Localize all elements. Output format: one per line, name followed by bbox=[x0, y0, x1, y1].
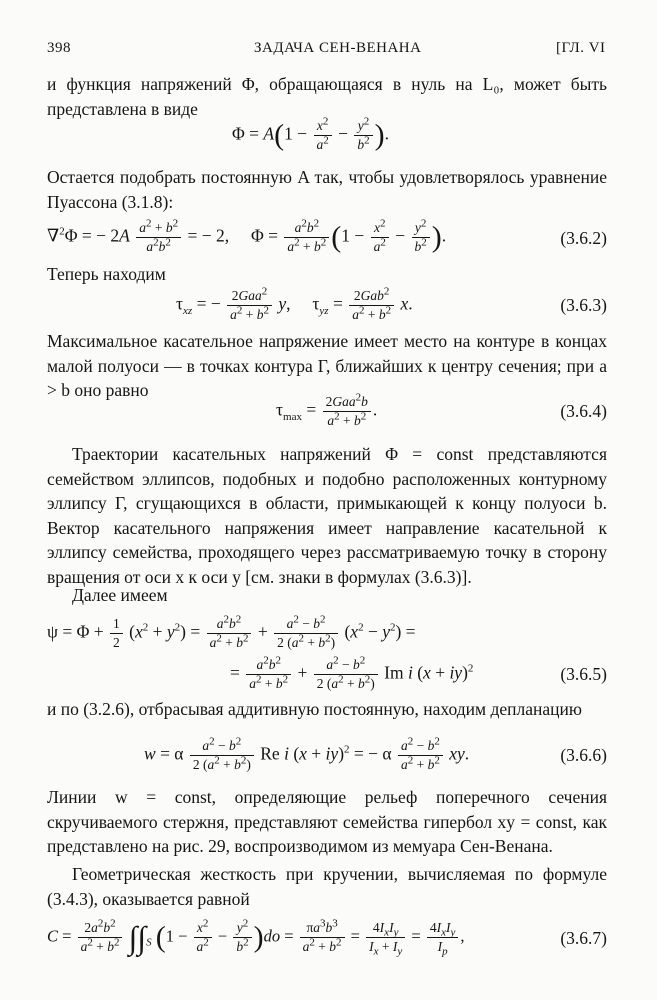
equation-3-6-3: $\tau_{xz}$ = − $\frac{2Gaa^2}{a^2 + b^2}$ y, $\tau_{yz}$ = $\frac{2Gab^2}{a^2 + b^2}$ x. bbox=[176, 285, 413, 322]
paragraph-1: и функция напряжений Φ, обращающаяся в нуль на L₀, может быть представлена в виде bbox=[47, 74, 607, 119]
equation-number-3-6-4: (3.6.4) bbox=[560, 401, 607, 421]
paragraph-8: Линии w = const, определяющие рельеф поперечного сечения скручиваемого стержня, представляют семейства гипербол xy = const, как представлено на рис. 29, воспроизводимом из мемуара Сен-Венана. bbox=[47, 787, 607, 856]
paragraph-9: Геометрическая жесткость при кручении, вычисляемая по формуле (3.4.3), оказывается равной bbox=[47, 864, 607, 909]
paragraph-7: и по (3.2.6), отбрасывая аддитивную постоянную, находим депланацию bbox=[47, 699, 582, 719]
equation-phi: Φ = A(1 − $\frac{x^2}{a^2}$ − $\frac{y^2}{b^2}$ ). bbox=[232, 115, 389, 152]
equation-number-3-6-5: (3.6.5) bbox=[560, 664, 607, 684]
equation-number-3-6-6: (3.6.6) bbox=[560, 745, 607, 765]
paragraph-2: Остается подобрать постоянную A так, чтобы удовлетворялось уравнение Пуассона (3.1.8): bbox=[47, 167, 607, 212]
equation-3-6-6: w = α $\frac{a^2 - b^2}{2 (a^2 + b^2)}$ Re i (x + iy)$^2$ = − α $\frac{a^2 - b^2}{a^2 + b^2}$ xy. bbox=[144, 735, 470, 772]
equation-number-3-6-2: (3.6.2) bbox=[560, 228, 607, 248]
equation-number-3-6-7: (3.6.7) bbox=[560, 928, 607, 948]
equation-3-6-5-line-1: ψ = Φ + $\frac{1}{2}$ $(x^2 + y^2)$ = $\frac{a^2b^2}{a^2 + b^2}$ + $\frac{a^2 - b^2}{2 (a^2 + b^2)}$ $(x^2 - y^2)$ = bbox=[47, 613, 416, 650]
equation-3-6-2: ∇$^2$Φ = − 2A $\frac{a^2 + b^2}{a^2b^2}$ = − 2, Φ = $\frac{a^2b^2}{a^2 + b^2}$ (1 − $\frac{x^2}{a^2}$ − $\frac{y^2}{b^2}$ ). bbox=[47, 217, 447, 254]
chapter-label: [ГЛ. VI bbox=[556, 40, 606, 56]
paragraph-3: Теперь находим bbox=[47, 264, 166, 284]
equation-number-3-6-3: (3.6.3) bbox=[560, 295, 607, 315]
equation-3-6-5-line-2: = $\frac{a^2b^2}{a^2 + b^2}$ + $\frac{a^2 - b^2}{2 (a^2 + b^2)}$ Im i (x + iy)$^2$ bbox=[230, 654, 474, 691]
equation-3-6-7: C = $\frac{2a^2b^2}{a^2 + b^2}$ $\int\int_S$ (1 − $\frac{x^2}{a^2}$ − $\frac{y^2}{b^2}$ )do = $\frac{\pi a^3b^3}{a^2 + b^2}$ = $\frac{4I_xI_y}{I_x + I_y}$ = $\frac{4I_xI_y}{I_p}$ , bbox=[47, 917, 465, 958]
running-title: ЗАДАЧА СЕН-ВЕНАНА bbox=[254, 40, 422, 56]
paragraph-6: Далее имеем bbox=[72, 585, 168, 605]
equation-3-6-4: $\tau_{max}$ = $\frac{2Gaa^2b}{a^2 + b^2}$ . bbox=[276, 391, 378, 428]
page-number: 398 bbox=[47, 40, 71, 56]
paragraph-4: Максимальное касательное напряжение имеет место на контуре в концах малой полуоси — в точках контура Г, ближайших к центру сечения; при a > b оно равно bbox=[47, 331, 607, 400]
paragraph-5: Траектории касательных напряжений Φ = const представляются семейством эллипсов, подобных и подобно расположенных контурному эллипсу Г, сгущающихся в области, примыкающей к концу полуоси b. Вектор касательного напряжения имеет направление касательной к эллипсу семейства, проходящего через рассматриваемую точку в сторону вращения от оси x к оси y [см. знаки в формулах (3.6.3)]. bbox=[47, 444, 607, 587]
